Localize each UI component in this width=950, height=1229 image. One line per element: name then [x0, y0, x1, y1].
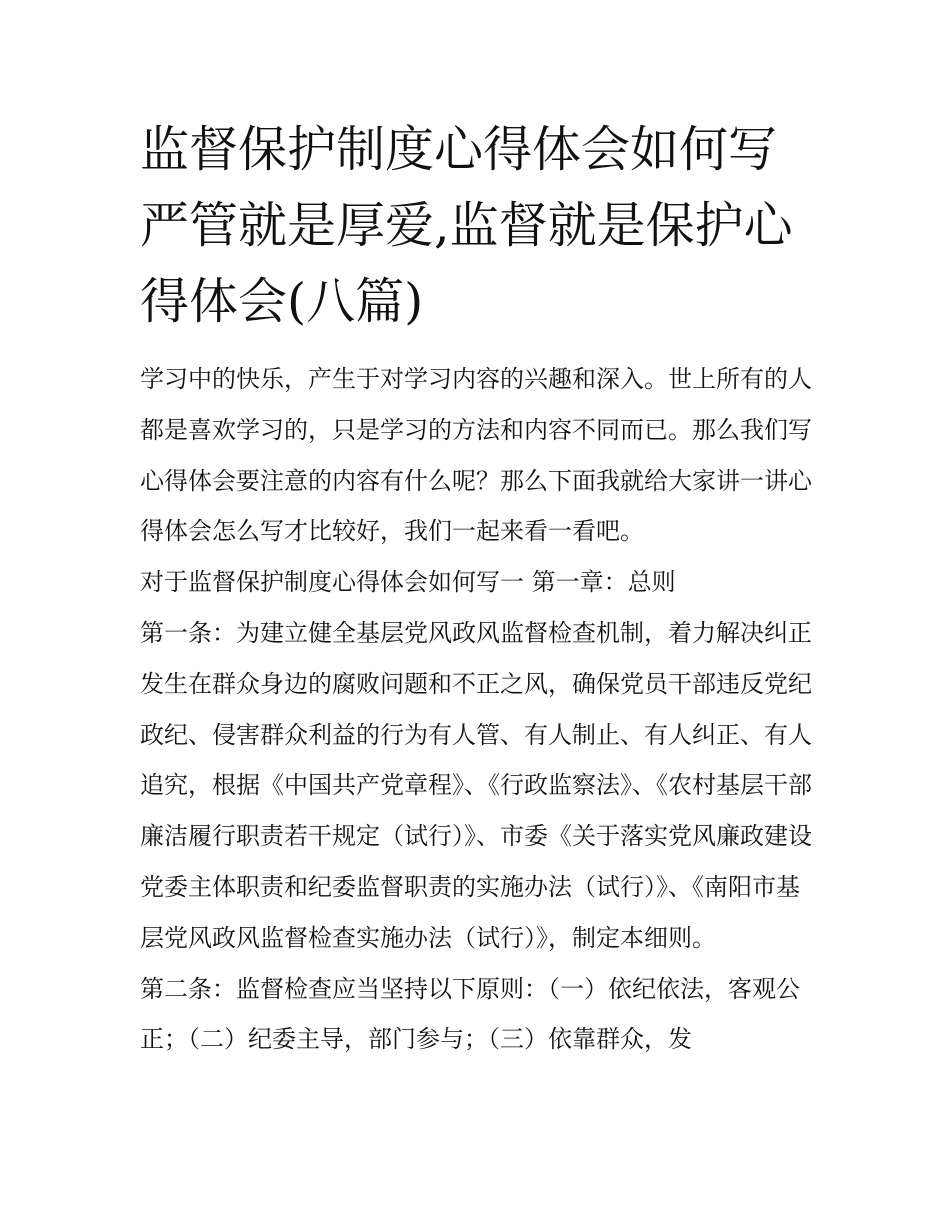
document-title: 监督保护制度心得体会如何写严管就是厚爱,监督就是保护心得体会(八篇) [140, 121, 793, 330]
document-body [140, 354, 820, 1065]
section-heading: 对于监督保护制度心得体会如何写一 第一章：总则 [140, 568, 676, 597]
article-1-paragraph: 第一条：为建立健全基层党风政风监督检查机制，着力解决纠正发生在群众身边的腐败问题和不正之风，确保党员干部违反党纪政纪、侵害群众利益的行为有人管、有人制止、有人纠正、有人追究，根据《中国共产党章程》、《行政监察法》、《农村基层干部廉洁履行职责若干规定（试行）》、市委《关于落实党风廉政建设党委主体职责和纪委监督职责的实施办法（试行）》、《南阳市基层党风政风监督检查实施办法（试行）》，制定本细则。 [140, 618, 812, 952]
intro-paragraph: 学习中的快乐，产生于对学习内容的兴趣和深入。世上所有的人都是喜欢学习的，只是学习的方法和内容不同而已。那么我们写心得体会要注意的内容有什么呢？那么下面我就给大家讲一讲心得体会怎么写才比较好，我们一起来看一看吧。 [140, 365, 812, 546]
article-2-paragraph: 第二条：监督检查应当坚持以下原则：（一）依纪依法，客观公正；（二）纪委主导，部门参与；（三）依靠群众，发 [140, 974, 800, 1054]
